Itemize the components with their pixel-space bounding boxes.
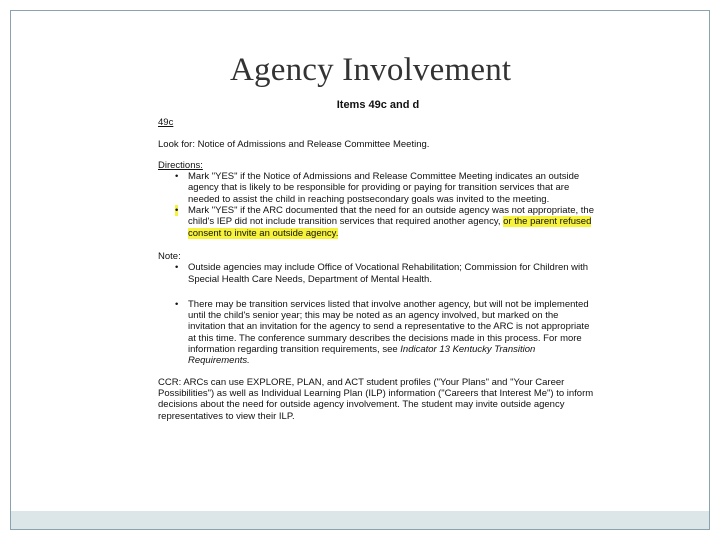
ccr-text: CCR: ARCs can use EXPLORE, PLAN, and ACT student profiles ("Your Plans" and "Your Career Possibilities") as well as Individual Learning Plan (ILP) information ("Careers that Interest Me") to inform decisions about the need for outside agency involvement. The student may invite outside agency representatives to view their ILP. bbox=[158, 376, 594, 422]
bullet-icon: • bbox=[175, 205, 179, 217]
directions-label: Directions: bbox=[158, 159, 203, 171]
note-label: Note: bbox=[158, 250, 181, 262]
reference-text: Indicator 13 Kentucky Transition Requirements. bbox=[188, 344, 536, 367]
bullet-icon: • bbox=[175, 298, 179, 310]
list-item bbox=[158, 299, 598, 367]
list-item bbox=[158, 171, 598, 205]
notes-list bbox=[158, 262, 598, 366]
bullet-icon: • bbox=[175, 171, 179, 183]
highlighted-text: or the parent refused consent to invite an outside agency. bbox=[188, 216, 592, 239]
slide-title: Agency Involvement bbox=[230, 52, 512, 88]
directions-list bbox=[158, 171, 598, 239]
direction-text: Mark "YES" if the ARC documented that the need for an outside agency was not appropriate, the child's IEP did not include transition services that required another agency, bbox=[188, 205, 594, 228]
direction-text: Mark "YES" if the Notice of Admissions and Release Committee Meeting indicates an outside agency that is likely to be responsible for providing or paying for transition services that are needed to assist the child in reaching postsecondary goals was invited to the meeting. bbox=[188, 171, 580, 205]
list-item bbox=[158, 205, 598, 239]
bullet-icon: • bbox=[175, 262, 179, 274]
note-text: Outside agencies may include Office of Vocational Rehabilitation; Commission for Children with Special Health Care Needs, Department of Mental Health. bbox=[188, 262, 589, 285]
item-code: 49c bbox=[158, 117, 174, 129]
document-excerpt bbox=[158, 100, 598, 422]
note-text: There may be transition services listed that involve another agency, but will not be implemented until the child's senior year; this may be noted as an agency involved, but marked on the invitation that an invitation for the agency to send a representative to the ARC is not appropriate at this time. The conference summary describes the decisions made in this process. For more information regarding transition requirements, see bbox=[188, 298, 590, 356]
document-heading: Items 49c and d bbox=[336, 99, 420, 111]
look-for-text: Look for: Notice of Admissions and Release Committee Meeting. bbox=[158, 138, 430, 150]
list-item bbox=[158, 262, 598, 285]
